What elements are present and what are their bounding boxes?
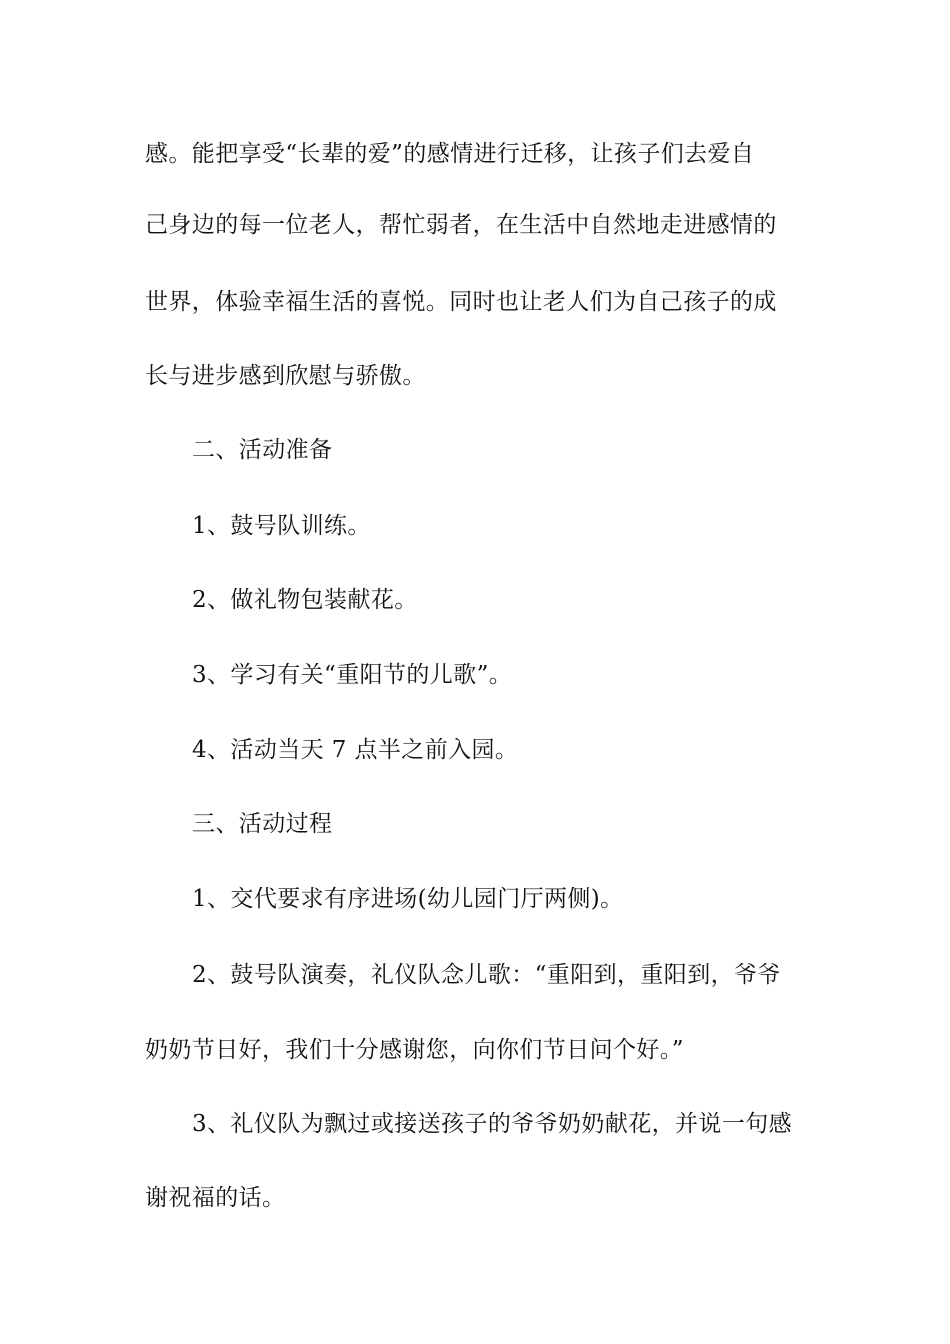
paragraph-line: 谢祝福的话。 [145, 1185, 286, 1211]
list-item: 1、交代要求有序进场(幼儿园门厅两侧)。 [192, 886, 624, 912]
paragraph-line: 世界，体验幸福生活的喜悦。同时也让老人们为自己孩子的成 [145, 289, 777, 315]
list-item: 2、做礼物包装献花。 [192, 587, 418, 613]
paragraph-line: 奶奶节日好，我们十分感谢您，向你们节日问个好。” [145, 1037, 684, 1063]
section-heading: 三、活动过程 [192, 811, 333, 837]
list-item: 4、活动当天 7 点半之前入园。 [192, 737, 519, 763]
paragraph-line: 感。能把享受“长辈的爱”的感情进行迁移，让孩子们去爱自 [145, 141, 755, 167]
paragraph-line: 长与进步感到欣慰与骄傲。 [145, 363, 426, 389]
paragraph-line: 己身边的每一位老人，帮忙弱者，在生活中自然地走进感情的 [145, 212, 777, 238]
list-item: 3、礼仪队为飘过或接送孩子的爷爷奶奶献花，并说一句感 [192, 1111, 793, 1137]
list-item: 2、鼓号队演奏，礼仪队念儿歌：“重阳到，重阳到，爷爷 [192, 962, 781, 988]
list-item: 1、鼓号队训练。 [192, 513, 371, 539]
list-item: 3、学习有关“重阳节的儿歌”。 [192, 662, 513, 688]
section-heading: 二、活动准备 [192, 437, 333, 463]
